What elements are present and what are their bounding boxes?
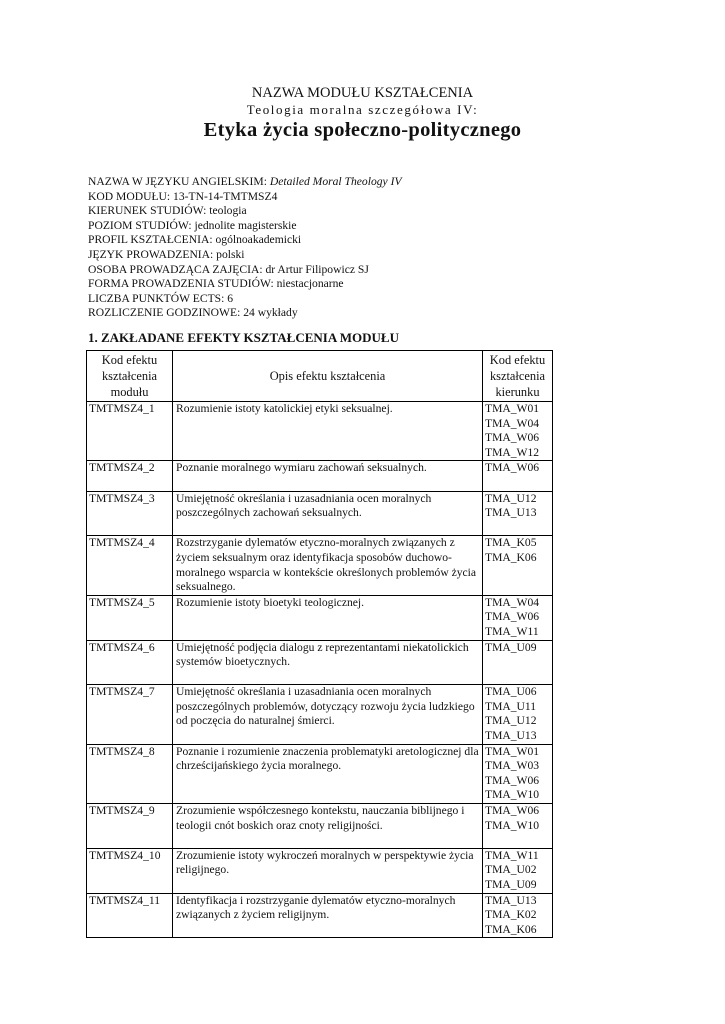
module-subtitle: Teologia moralna szczegółowa IV:: [246, 102, 479, 117]
module-effect-code: TMTMSZ4_8: [87, 744, 173, 803]
program-effect-code: TMA_W10: [485, 818, 540, 832]
effect-description: Zrozumienie współczesnego kontekstu, nauczania biblijnego i teologii cnót boskich oraz cnoty religijności.: [173, 804, 483, 849]
header-description: Opis efektu kształcenia: [173, 351, 483, 402]
effect-description: Poznanie moralnego wymiaru zachowań seksualnych.: [173, 461, 483, 491]
module-info-list: [88, 175, 402, 321]
info-value: ogólnoakademicki: [215, 233, 302, 247]
program-effect-code: TMA_W03: [485, 759, 540, 773]
effect-description: Rozstrzyganie dylematów etyczno-moralnych związanych z życiem seksualnym oraz identyfikacja sposobów duchowo-moralnego wsparcia w kontekście określonych problemów życia seksualnego.: [173, 536, 483, 595]
program-effect-code: TMA_K06: [485, 922, 537, 936]
info-label: OSOBA PROWADZĄCA ZAJĘCIA:: [88, 262, 266, 276]
effect-description: Umiejętność określania i uzasadniania ocen moralnych poszczególnych zachowań seksualnych.: [173, 491, 483, 536]
table-header-row: [87, 351, 553, 402]
program-effect-codes: [483, 402, 553, 461]
program-effect-code: TMA_U13: [485, 893, 537, 907]
effect-description: Zrozumienie istoty wykroczeń moralnych w perspektywie życia religijnego.: [173, 848, 483, 893]
program-effect-code: TMA_W01: [485, 402, 540, 415]
table-row: [87, 744, 553, 803]
program-effect-code: TMA_W04: [485, 416, 540, 430]
info-row: [88, 190, 402, 205]
program-effect-code: TMA_W06: [485, 461, 540, 475]
info-row: [88, 248, 402, 263]
table-row: [87, 536, 553, 595]
program-effect-code: TMA_W06: [485, 773, 540, 787]
info-label: NAZWA W JĘZYKU ANGIELSKIM:: [88, 175, 270, 188]
program-effect-code: TMA_U11: [485, 699, 537, 713]
header-program-code: Kod efektu kształcenia kierunku: [483, 351, 553, 402]
module-effect-code: TMTMSZ4_1: [87, 402, 173, 461]
info-value: jednolite magisterskie: [194, 218, 297, 232]
program-effect-code: TMA_U13: [485, 729, 537, 743]
program-effect-code: TMA_W11: [485, 848, 539, 862]
program-effect-code: TMA_K02: [485, 908, 537, 922]
effect-description: Rozumienie istoty bioetyki teologicznej.: [173, 595, 483, 640]
module-effect-code: TMTMSZ4_4: [87, 536, 173, 595]
info-row: [88, 219, 402, 234]
program-effect-code: TMA_W06: [485, 610, 540, 624]
table-row: [87, 402, 553, 461]
learning-outcomes-table: [86, 350, 553, 938]
program-effect-codes: [483, 744, 553, 803]
module-name-heading: NAZWA MODUŁU KSZTAŁCENIA: [251, 85, 474, 101]
program-effect-codes: [483, 461, 553, 491]
program-effect-code: TMA_W01: [485, 744, 540, 758]
info-value: niestacjonarne: [276, 277, 344, 291]
info-value: Detailed Moral Theology IV: [269, 175, 402, 188]
effect-description: Identyfikacja i rozstrzyganie dylematów etyczno-moralnych związanych z życiem religijnym.: [173, 893, 483, 938]
info-label: FORMA PROWADZENIA STUDIÓW:: [88, 277, 277, 291]
effect-description: Umiejętność podjęcia dialogu z reprezentantami niekatolickich systemów bioetycznych.: [173, 640, 483, 685]
info-row: [88, 277, 402, 292]
effect-description: Poznanie i rozumienie znaczenia problematyki aretologicznej dla chrześcijańskiego życia moralnego.: [173, 744, 483, 803]
program-effect-codes: [483, 848, 553, 893]
program-effect-codes: [483, 893, 553, 938]
module-effect-code: TMTMSZ4_10: [87, 848, 173, 893]
module-effect-code: TMTMSZ4_3: [87, 491, 173, 536]
table-row: [87, 640, 553, 685]
program-effect-code: TMA_U09: [485, 878, 537, 891]
header-module-code: Kod efektu kształcenia modułu: [87, 351, 173, 402]
module-effect-code: TMTMSZ4_5: [87, 595, 173, 640]
info-label: KOD MODUŁU:: [88, 189, 174, 203]
info-label: ROZLICZENIE GODZINOWE:: [88, 306, 244, 320]
program-effect-codes: [483, 804, 553, 849]
table-row: [87, 461, 553, 491]
effect-description: Rozumienie istoty katolickiej etyki seksualnej.: [173, 402, 483, 461]
table-row: [87, 848, 553, 893]
info-row: [88, 233, 402, 248]
program-effect-code: TMA_W11: [485, 624, 539, 638]
info-value: dr Artur Filipowicz SJ: [265, 262, 369, 276]
info-row: [88, 263, 402, 278]
info-label: LICZBA PUNKTÓW ECTS:: [88, 291, 228, 305]
program-effect-code: TMA_U13: [485, 506, 537, 520]
program-effect-code: TMA_W12: [485, 445, 540, 459]
program-effect-code: TMA_W06: [485, 804, 540, 818]
program-effect-codes: [483, 595, 553, 640]
program-effect-codes: [483, 491, 553, 536]
info-label: KIERUNEK STUDIÓW:: [88, 204, 210, 218]
module-title: Etyka życia społeczno-politycznego: [203, 119, 522, 141]
section-title: 1. ZAKŁADANE EFEKTY KSZTAŁCENIA MODUŁU: [88, 330, 399, 345]
info-label: PROFIL KSZTAŁCENIA:: [88, 233, 216, 247]
effect-description: Umiejętność określania i uzasadniania ocen moralnych poszczególnych problemów, dotyczący rozwoju życia ludzkiego od poczęcia do naturalnej śmierci.: [173, 685, 483, 744]
info-label: POZIOM STUDIÓW:: [88, 218, 195, 232]
program-effect-code: TMA_W10: [485, 788, 540, 802]
program-effect-code: TMA_K06: [485, 550, 537, 564]
info-value: teologia: [209, 204, 247, 218]
table-row: [87, 893, 553, 938]
table-row: [87, 804, 553, 849]
info-row: [88, 306, 402, 321]
table-row: [87, 491, 553, 536]
module-effect-code: TMTMSZ4_11: [87, 893, 173, 938]
program-effect-code: TMA_W04: [485, 595, 540, 609]
info-label: JĘZYK PROWADZENIA:: [88, 247, 217, 261]
info-value: 13-TN-14-TMTMSZ4: [173, 189, 278, 203]
info-row: [88, 292, 402, 307]
program-effect-codes: [483, 685, 553, 744]
module-effect-code: TMTMSZ4_6: [87, 640, 173, 685]
module-effect-code: TMTMSZ4_7: [87, 685, 173, 744]
program-effect-code: TMA_U12: [485, 714, 537, 728]
info-value: 24 wykłady: [243, 306, 298, 320]
program-effect-code: TMA_W06: [485, 431, 540, 445]
program-effect-code: TMA_U02: [485, 863, 537, 877]
program-effect-code: TMA_U12: [485, 491, 537, 505]
info-row: [88, 175, 402, 190]
info-row: [88, 204, 402, 219]
program-effect-code: TMA_K05: [485, 536, 537, 550]
module-effect-code: TMTMSZ4_2: [87, 461, 173, 491]
table-row: [87, 685, 553, 744]
info-value: 6: [227, 291, 234, 305]
program-effect-codes: [483, 536, 553, 595]
module-effect-code: TMTMSZ4_9: [87, 804, 173, 849]
info-value: polski: [216, 247, 245, 261]
program-effect-codes: [483, 640, 553, 685]
program-effect-code: TMA_U09: [485, 640, 537, 654]
program-effect-code: TMA_U06: [485, 685, 537, 699]
table-row: [87, 595, 553, 640]
